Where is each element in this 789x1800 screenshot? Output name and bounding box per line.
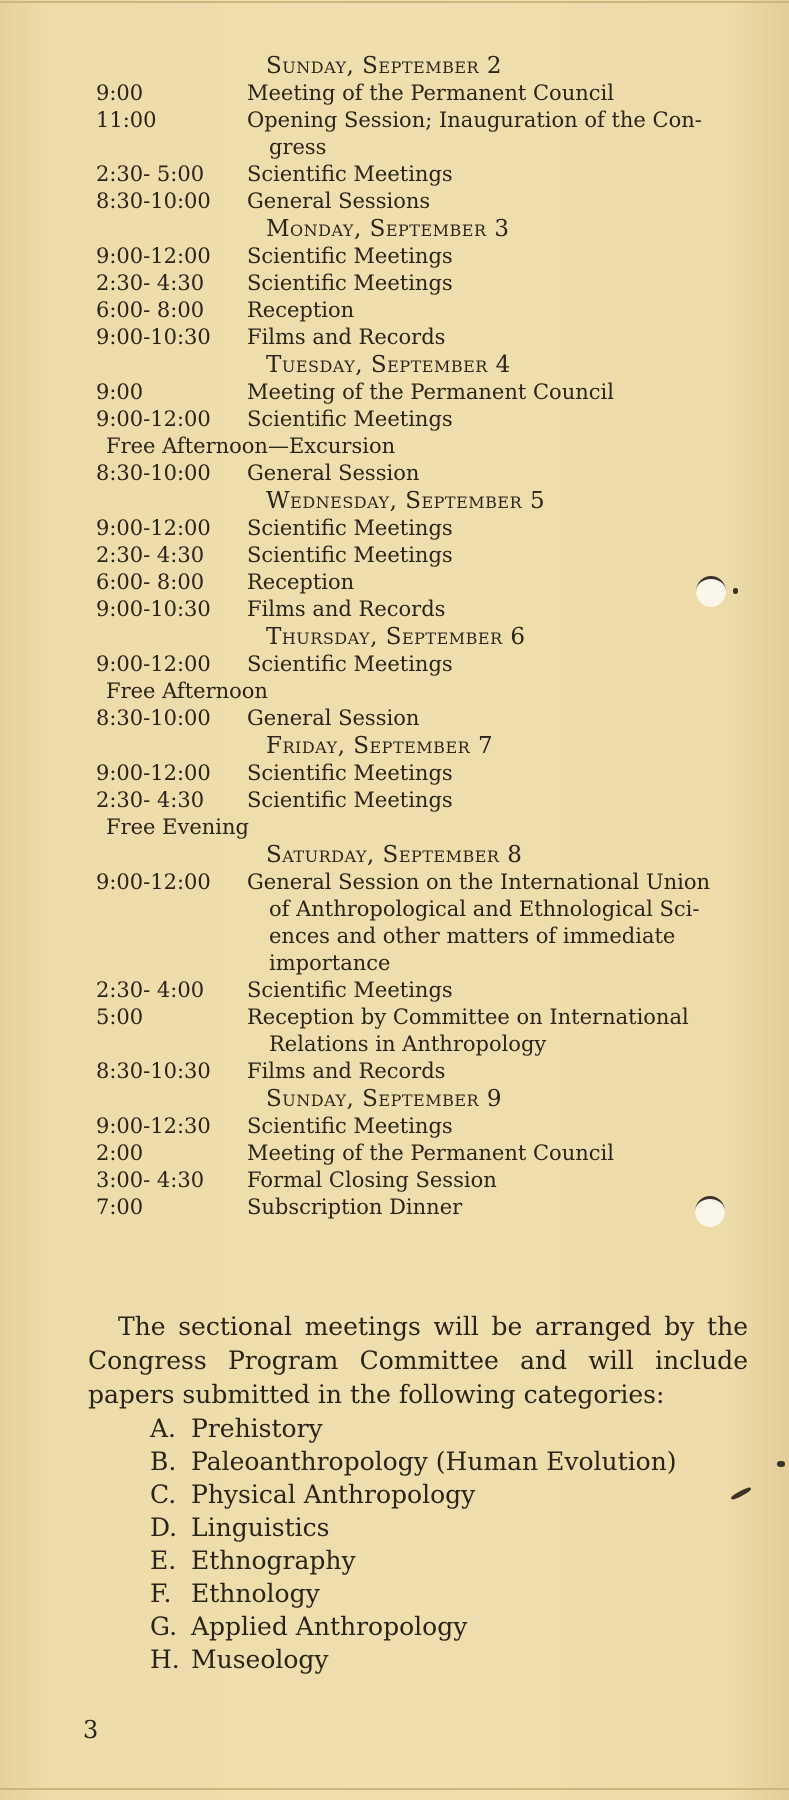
day-heading: Saturday, September 8 bbox=[266, 842, 523, 868]
event-description bbox=[247, 542, 756, 569]
time-slot: 2:30- 4:30 bbox=[96, 788, 205, 812]
event-description bbox=[247, 515, 756, 542]
event-description bbox=[247, 161, 756, 188]
event-description bbox=[247, 1167, 756, 1194]
event-text: Reception bbox=[247, 570, 355, 594]
time-slot: 11:00 bbox=[96, 108, 157, 132]
sectional-meetings-paragraph bbox=[88, 1310, 748, 1412]
category-item bbox=[150, 1544, 677, 1577]
time-slot: 9:00-12:00 bbox=[96, 244, 211, 268]
ink-blot bbox=[730, 1486, 752, 1501]
event-text: Scientific Meetings bbox=[247, 407, 453, 431]
day-heading: Wednesday, September 5 bbox=[266, 488, 546, 514]
event-description bbox=[247, 1140, 756, 1167]
event-text: Scientific Meetings bbox=[247, 516, 453, 540]
category-letter: A. bbox=[150, 1414, 177, 1443]
schedule-row bbox=[96, 1194, 756, 1221]
time-slot: 2:30- 4:30 bbox=[96, 543, 205, 567]
category-name: Prehistory bbox=[191, 1414, 323, 1443]
schedule-row bbox=[96, 787, 756, 814]
event-text: Opening Session; Inauguration of the Con- bbox=[247, 108, 702, 132]
category-name: Physical Anthropology bbox=[191, 1480, 476, 1509]
event-description bbox=[247, 869, 756, 977]
edge-speck bbox=[733, 588, 738, 594]
time-slot: 8:30-10:00 bbox=[96, 461, 211, 485]
category-letter: D. bbox=[150, 1513, 178, 1542]
event-text: Reception bbox=[247, 298, 355, 322]
time-slot: 8:30-10:00 bbox=[96, 706, 211, 730]
event-description bbox=[247, 1194, 756, 1221]
time-slot: 9:00 bbox=[96, 81, 144, 105]
schedule-row bbox=[96, 651, 756, 678]
event-continuation: gress bbox=[269, 135, 327, 159]
bottom-edge-divider bbox=[0, 1788, 789, 1790]
category-name: Museology bbox=[191, 1645, 329, 1674]
schedule-row bbox=[96, 515, 756, 542]
event-description bbox=[247, 596, 756, 623]
event-description bbox=[247, 270, 756, 297]
event-text: Scientific Meetings bbox=[247, 1114, 453, 1138]
event-continuation: of Anthropological and Ethnological Sci- bbox=[269, 897, 700, 921]
category-letter: H. bbox=[150, 1645, 180, 1674]
event-continuation: importance bbox=[269, 951, 391, 975]
event-description bbox=[247, 243, 756, 270]
event-text: General Session bbox=[247, 461, 420, 485]
schedule-row bbox=[96, 107, 756, 161]
category-item bbox=[150, 1511, 677, 1544]
event-text: Scientific Meetings bbox=[247, 271, 453, 295]
category-item bbox=[150, 1445, 677, 1478]
event-description bbox=[247, 651, 756, 678]
event-description bbox=[247, 977, 756, 1004]
schedule-row bbox=[96, 542, 756, 569]
category-name: Linguistics bbox=[191, 1513, 330, 1542]
event-description bbox=[247, 188, 756, 215]
punched-hole-upper bbox=[696, 576, 726, 607]
day-heading: Sunday, September 9 bbox=[266, 1086, 503, 1112]
time-slot: 6:00- 8:00 bbox=[96, 570, 205, 594]
intro-text: The sectional meetings will be arranged by the Congress Program Committee and will include papers submitted in the following categories: bbox=[88, 1312, 748, 1409]
schedule-row bbox=[96, 80, 756, 107]
free-period-note: Free Afternoon—Excursion bbox=[106, 434, 396, 458]
event-text: Scientific Meetings bbox=[247, 978, 453, 1002]
event-description bbox=[247, 1058, 756, 1085]
event-description bbox=[247, 787, 756, 814]
category-name: Applied Anthropology bbox=[191, 1612, 468, 1641]
category-letter: C. bbox=[150, 1480, 177, 1509]
event-text: Subscription Dinner bbox=[247, 1195, 463, 1219]
event-description bbox=[247, 569, 756, 596]
event-text: Scientific Meetings bbox=[247, 244, 453, 268]
event-text: Meeting of the Permanent Council bbox=[247, 380, 614, 404]
event-description bbox=[247, 297, 756, 324]
category-letter: E. bbox=[150, 1546, 177, 1575]
time-slot: 9:00-12:00 bbox=[96, 407, 211, 431]
schedule-row bbox=[96, 188, 756, 215]
event-text: Scientific Meetings bbox=[247, 652, 453, 676]
event-description bbox=[247, 460, 756, 487]
time-slot: 2:00 bbox=[96, 1141, 144, 1165]
day-block bbox=[96, 732, 756, 841]
event-description bbox=[247, 760, 756, 787]
category-item bbox=[150, 1478, 677, 1511]
category-list bbox=[150, 1412, 677, 1676]
category-item bbox=[150, 1412, 677, 1445]
schedule-row bbox=[96, 161, 756, 188]
category-item bbox=[150, 1610, 677, 1643]
schedule-row bbox=[96, 977, 756, 1004]
schedule-row bbox=[96, 297, 756, 324]
event-text: Reception by Committee on International bbox=[247, 1005, 689, 1029]
day-heading: Sunday, September 2 bbox=[266, 53, 503, 79]
time-slot: 9:00-12:00 bbox=[96, 516, 211, 540]
schedule-row bbox=[96, 460, 756, 487]
event-description bbox=[247, 1113, 756, 1140]
event-text: General Sessions bbox=[247, 189, 431, 213]
day-block bbox=[96, 487, 756, 623]
time-slot: 5:00 bbox=[96, 1005, 144, 1029]
event-text: Scientific Meetings bbox=[247, 788, 453, 812]
day-heading: Friday, September 7 bbox=[266, 733, 494, 759]
event-text: General Session on the International Union bbox=[247, 870, 711, 894]
edge-mark bbox=[777, 1461, 785, 1467]
time-slot: 9:00 bbox=[96, 380, 144, 404]
schedule-row bbox=[96, 270, 756, 297]
schedule-row bbox=[96, 1113, 756, 1140]
event-description bbox=[247, 324, 756, 351]
category-item bbox=[150, 1577, 677, 1610]
event-description bbox=[247, 705, 756, 732]
time-slot: 9:00-10:30 bbox=[96, 325, 211, 349]
schedule-row bbox=[96, 1058, 756, 1085]
time-slot: 8:30-10:00 bbox=[96, 189, 211, 213]
category-name: Ethnography bbox=[191, 1546, 356, 1575]
page-number: 3 bbox=[83, 1716, 99, 1744]
time-slot: 2:30- 4:00 bbox=[96, 978, 205, 1002]
day-block bbox=[96, 841, 756, 1085]
time-slot: 9:00-10:30 bbox=[96, 597, 211, 621]
event-description bbox=[247, 80, 756, 107]
day-heading: Thursday, September 6 bbox=[266, 624, 526, 650]
time-slot: 9:00-12:00 bbox=[96, 761, 211, 785]
schedule-row bbox=[96, 1167, 756, 1194]
schedule-row bbox=[96, 406, 756, 433]
event-text: Formal Closing Session bbox=[247, 1168, 497, 1192]
schedule-row bbox=[96, 243, 756, 270]
time-slot: 2:30- 5:00 bbox=[96, 162, 205, 186]
free-period-note: Free Evening bbox=[106, 815, 249, 839]
day-block bbox=[96, 52, 756, 215]
top-edge-divider bbox=[0, 1, 789, 3]
event-text: Meeting of the Permanent Council bbox=[247, 81, 614, 105]
schedule-row bbox=[96, 869, 756, 977]
day-heading: Tuesday, September 4 bbox=[266, 352, 511, 378]
event-text: Films and Records bbox=[247, 1059, 446, 1083]
free-period-note: Free Afternoon bbox=[106, 679, 268, 703]
event-description bbox=[247, 406, 756, 433]
time-slot: 9:00-12:00 bbox=[96, 870, 211, 894]
time-slot: 2:30- 4:30 bbox=[96, 271, 205, 295]
day-block bbox=[96, 1085, 756, 1221]
schedule-row bbox=[96, 569, 756, 596]
event-text: Scientific Meetings bbox=[247, 761, 453, 785]
event-description bbox=[247, 379, 756, 406]
time-slot: 8:30-10:30 bbox=[96, 1059, 211, 1083]
punched-hole-lower bbox=[695, 1196, 725, 1227]
event-text: General Session bbox=[247, 706, 420, 730]
category-letter: G. bbox=[150, 1612, 178, 1641]
schedule-row bbox=[96, 324, 756, 351]
schedule-row bbox=[96, 379, 756, 406]
event-text: Scientific Meetings bbox=[247, 162, 453, 186]
time-slot: 7:00 bbox=[96, 1195, 144, 1219]
schedule-row bbox=[96, 705, 756, 732]
event-description bbox=[247, 1004, 756, 1058]
category-letter: F. bbox=[150, 1579, 172, 1608]
event-text: Scientific Meetings bbox=[247, 543, 453, 567]
day-block bbox=[96, 623, 756, 732]
event-continuation: Relations in Anthropology bbox=[269, 1032, 547, 1056]
day-block bbox=[96, 215, 756, 351]
category-name: Paleoanthropology (Human Evolution) bbox=[191, 1447, 677, 1476]
schedule-row bbox=[96, 596, 756, 623]
time-slot: 3:00- 4:30 bbox=[96, 1168, 205, 1192]
day-block bbox=[96, 351, 756, 487]
congress-schedule bbox=[96, 52, 756, 1221]
time-slot: 9:00-12:30 bbox=[96, 1114, 211, 1138]
day-heading: Monday, September 3 bbox=[266, 216, 510, 242]
category-letter: B. bbox=[150, 1447, 177, 1476]
category-item bbox=[150, 1643, 677, 1676]
schedule-row bbox=[96, 1140, 756, 1167]
event-continuation: ences and other matters of immediate bbox=[269, 924, 676, 948]
event-text: Meeting of the Permanent Council bbox=[247, 1141, 614, 1165]
schedule-row bbox=[96, 1004, 756, 1058]
category-name: Ethnology bbox=[191, 1579, 320, 1608]
time-slot: 6:00- 8:00 bbox=[96, 298, 205, 322]
time-slot: 9:00-12:00 bbox=[96, 652, 211, 676]
event-text: Films and Records bbox=[247, 325, 446, 349]
event-text: Films and Records bbox=[247, 597, 446, 621]
event-description bbox=[247, 107, 756, 161]
schedule-row bbox=[96, 760, 756, 787]
